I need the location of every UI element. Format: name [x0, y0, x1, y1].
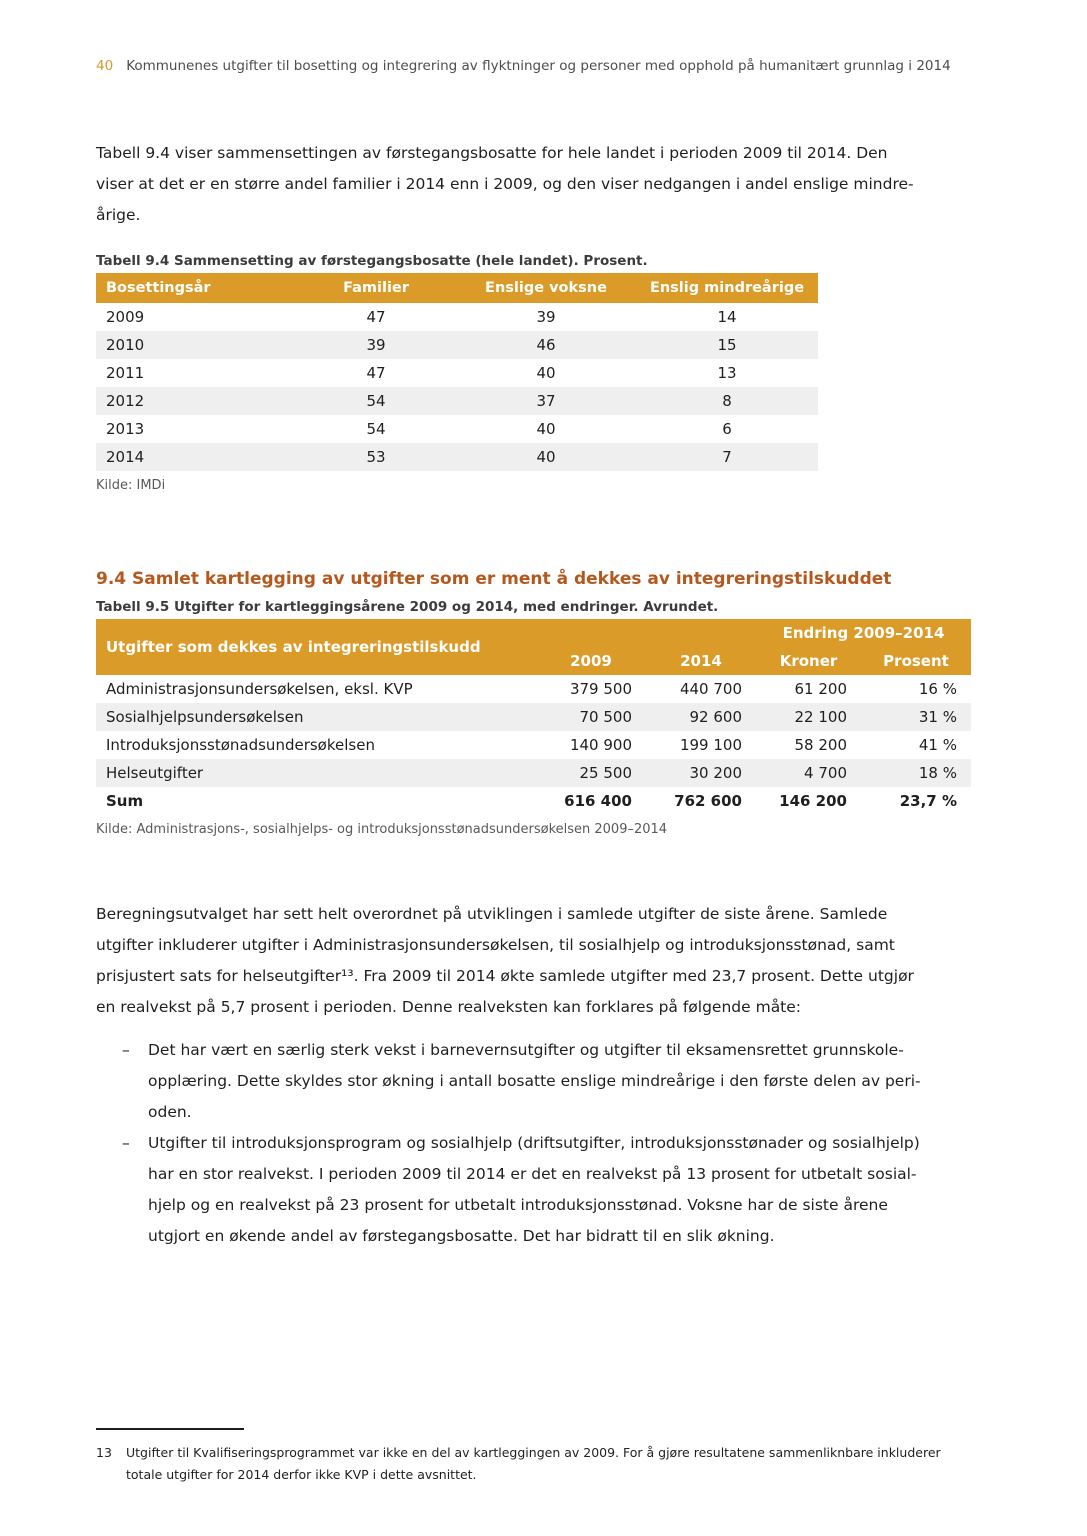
column-header-2014: 2014 — [646, 647, 756, 675]
cell-value: 8 — [722, 392, 732, 410]
table-row — [96, 303, 818, 331]
cell-value: 92 600 — [689, 708, 742, 726]
cell-value: 15 — [717, 336, 737, 354]
table-sum-row — [96, 787, 971, 815]
footnote-number: 13 — [96, 1445, 112, 1460]
paragraph-line: oden. — [148, 1103, 192, 1121]
footnote-rule — [96, 1428, 244, 1430]
cell-label: Introduksjonsstønadsundersøkelsen — [106, 736, 375, 754]
table-header-group-row — [96, 619, 971, 647]
cell-value: 31 % — [918, 708, 957, 726]
paragraph-line: utgifter inkluderer utgifter i Administrasjonsundersøkelsen, til sosialhjelp og introduksjonsstønad, samt — [96, 936, 895, 954]
cell-value: 6 — [722, 420, 732, 438]
intro-paragraph — [96, 138, 991, 231]
cell-value: 13 — [717, 364, 737, 382]
bullet-item — [96, 1035, 991, 1128]
paragraph-line: har en stor realvekst. I perioden 2009 til 2014 er det en realvekst på 13 prosent for utbetalt sosial- — [148, 1165, 917, 1183]
cell-year: 2014 — [106, 448, 145, 466]
cell-value: 40 — [536, 448, 556, 466]
table-row — [96, 675, 971, 703]
cell-value: 440 700 — [679, 680, 742, 698]
cell-year: 2013 — [106, 420, 145, 438]
paragraph-line: hjelp og en realvekst på 23 prosent for utbetalt introduksjonsstønad. Voksne har de siste årene — [148, 1196, 888, 1214]
cell-label: Administrasjonsundersøkelsen, eksl. KVP — [106, 680, 413, 698]
table-row — [96, 759, 971, 787]
cell-label: Sosialhjelpsundersøkelsen — [106, 708, 304, 726]
bullet-list — [96, 1035, 991, 1252]
cell-value: 4 700 — [804, 764, 847, 782]
cell-year: 2010 — [106, 336, 145, 354]
table-row — [96, 703, 971, 731]
cell-value: 22 100 — [794, 708, 847, 726]
page-header — [96, 58, 991, 74]
footnote-line: Utgifter til Kvalifiseringsprogrammet var ikke en del av kartleggingen av 2009. For å gjøre resultatene sammenliknbare inkluderer — [126, 1445, 941, 1460]
cell-value: 37 — [536, 392, 556, 410]
table-9-4-source: Kilde: IMDi — [96, 478, 166, 493]
table-9-5-caption: Tabell 9.5 Utgifter for kartleggingsårene 2009 og 2014, med endringer. Avrundet. — [96, 599, 719, 615]
cell-value: 40 — [536, 420, 556, 438]
paragraph-line: Tabell 9.4 viser sammensettingen av førstegangsbosatte for hele landet i perioden 2009 til 2014. Den — [96, 144, 888, 162]
cell-value: 39 — [366, 336, 386, 354]
cell-value: 762 600 — [646, 787, 756, 815]
cell-value: 146 200 — [756, 787, 861, 815]
column-header-familier: Familier — [296, 273, 456, 303]
cell-year: 2012 — [106, 392, 145, 410]
paragraph-line: en realvekst på 5,7 prosent i perioden. Denne realveksten kan forklares på følgende måte: — [96, 998, 802, 1016]
bullet-item — [96, 1128, 991, 1252]
page-header-title: Kommunenes utgifter til bosetting og integrering av flyktninger og personer med opphold på humanitært grunnlag i 2014 — [126, 58, 951, 74]
header-spacer — [646, 619, 756, 647]
paragraph-line: viser at det er en større andel familier i 2014 enn i 2009, og den viser nedgangen i andel enslige mindre- — [96, 175, 914, 193]
cell-label: Helseutgifter — [106, 764, 204, 782]
cell-value: 70 500 — [579, 708, 632, 726]
cell-value: 61 200 — [794, 680, 847, 698]
footnote — [96, 1428, 991, 1486]
paragraph-line: Utgifter til introduksjonsprogram og sosialhjelp (driftsutgifter, introduksjonsstønader og sosialhjelp) — [148, 1134, 920, 1152]
cell-year: 2011 — [106, 364, 145, 382]
cell-value: 30 200 — [689, 764, 742, 782]
cell-value: 47 — [366, 364, 386, 382]
footnote-row — [96, 1442, 991, 1486]
cell-value: 199 100 — [679, 736, 742, 754]
column-header-utgifter-label: Utgifter som dekkes av integreringstilskudd — [96, 619, 536, 675]
column-header-2009: 2009 — [536, 647, 646, 675]
cell-value: 23,7 % — [861, 787, 971, 815]
header-spacer — [536, 619, 646, 647]
cell-value: 54 — [366, 392, 386, 410]
cell-value: 379 500 — [569, 680, 632, 698]
column-header-bosettingsar: Bosettingsår — [96, 273, 296, 303]
cell-label: Sum — [96, 787, 536, 815]
column-group-endring: Endring 2009–2014 — [756, 619, 971, 647]
cell-value: 616 400 — [536, 787, 646, 815]
cell-value: 25 500 — [579, 764, 632, 782]
footnote-text — [126, 1442, 941, 1486]
table-row — [96, 443, 818, 471]
table-row — [96, 731, 971, 759]
bullet-text — [148, 1035, 991, 1128]
table-row — [96, 331, 818, 359]
table-row — [96, 359, 818, 387]
cell-value: 140 900 — [569, 736, 632, 754]
cell-year: 2009 — [106, 308, 145, 326]
bullet-text — [148, 1128, 991, 1252]
section-heading: 9.4 Samlet kartlegging av utgifter som er ment å dekkes av integreringstilskuddet — [96, 569, 892, 589]
paragraph-line: årige. — [96, 206, 141, 224]
cell-value: 14 — [717, 308, 737, 326]
cell-value: 39 — [536, 308, 556, 326]
table-9-5-source: Kilde: Administrasjons-, sosialhjelps- og introduksjonsstønadsundersøkelsen 2009–2014 — [96, 822, 668, 837]
cell-value: 47 — [366, 308, 386, 326]
cell-value: 18 % — [918, 764, 957, 782]
paragraph-line: opplæring. Dette skyldes stor økning i antall bosatte enslige mindreårige i den første delen av peri- — [148, 1072, 921, 1090]
body-paragraph — [96, 899, 991, 1023]
cell-value: 7 — [722, 448, 732, 466]
cell-value: 46 — [536, 336, 556, 354]
table-row — [96, 415, 818, 443]
table-header-row — [96, 273, 818, 303]
table-9-5 — [96, 619, 971, 815]
footnote-line: totale utgifter for 2014 derfor ikke KVP i dette avsnittet. — [126, 1467, 477, 1482]
paragraph-line: Beregningsutvalget har sett helt overordnet på utviklingen i samlede utgifter de siste årene. Samlede — [96, 905, 888, 923]
cell-value: 53 — [366, 448, 386, 466]
cell-value: 40 — [536, 364, 556, 382]
column-header-kroner: Kroner — [756, 647, 861, 675]
table-row — [96, 387, 818, 415]
cell-value: 41 % — [918, 736, 957, 754]
cell-value: 54 — [366, 420, 386, 438]
column-header-prosent: Prosent — [861, 647, 971, 675]
paragraph-line: Det har vært en særlig sterk vekst i barnevernsutgifter og utgifter til eksamensrettet grunnskole- — [148, 1041, 904, 1059]
table-9-4 — [96, 273, 818, 471]
bullet-dash: – — [122, 1134, 130, 1152]
column-header-enslig-mindrearige: Enslig mindreårige — [636, 273, 818, 303]
paragraph-line: prisjustert sats for helseutgifter¹³. Fra 2009 til 2014 økte samlede utgifter med 23,7 prosent. Dette utgjør — [96, 967, 914, 985]
page-number: 40 — [96, 58, 114, 74]
paragraph-line: utgjort en økende andel av førstegangsbosatte. Det har bidratt til en slik økning. — [148, 1227, 775, 1245]
cell-value: 58 200 — [794, 736, 847, 754]
table-9-4-caption: Tabell 9.4 Sammensetting av førstegangsbosatte (hele landet). Prosent. — [96, 253, 648, 269]
bullet-dash: – — [122, 1041, 130, 1059]
column-header-enslige-voksne: Enslige voksne — [456, 273, 636, 303]
cell-value: 16 % — [918, 680, 957, 698]
